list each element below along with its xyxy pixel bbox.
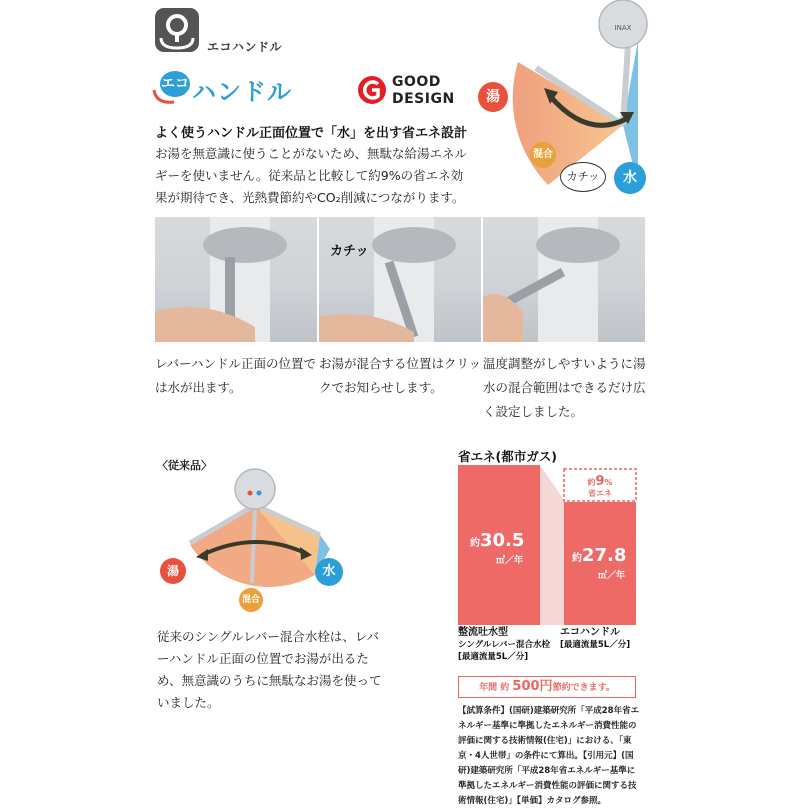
conventional-label: 〈従来品〉 bbox=[157, 459, 212, 472]
eco-logo-word: ハンドル bbox=[192, 78, 292, 106]
section-label: エコハンドル bbox=[207, 40, 283, 54]
saving-label: 省エネ bbox=[588, 489, 612, 498]
conventional-hot-chip: 湯 bbox=[160, 558, 186, 584]
savings-title: 省エネ(都市ガス) bbox=[458, 449, 557, 464]
faucet-lever-icon bbox=[155, 8, 199, 52]
eco-swoosh-icon bbox=[150, 86, 190, 108]
bar-conventional-caption: 整流吐水型 シングルレバー混合水栓 [最適流量5L／分] bbox=[458, 627, 551, 662]
good-design-text: GOOD DESIGN bbox=[392, 74, 455, 107]
lead-title: よく使うハンドル正面位置で「水」を出す省エネ設計 bbox=[155, 126, 468, 141]
mix-chip: 混合 bbox=[530, 142, 556, 168]
eco-handle-logo bbox=[155, 8, 199, 52]
click-sound-label: カチッ bbox=[330, 244, 369, 259]
photo-click-position bbox=[319, 217, 481, 342]
conventional-mix-chip: 混合 bbox=[239, 588, 263, 612]
photo-front-position bbox=[155, 217, 317, 342]
conventional-cold-chip: 水 bbox=[315, 558, 343, 586]
photo-caption-2: お湯が混合する位置はクリックでお知らせします。 bbox=[319, 356, 482, 395]
click-bubble: カチッ bbox=[560, 162, 606, 192]
photo-caption-1: レバーハンドル正面の位置では水が出ます。 bbox=[155, 356, 317, 395]
eco-logo-bubble: エコ bbox=[160, 71, 190, 97]
conventional-body: 従来のシングルレバー混合水栓は、レバーハンドル正面の位置でお湯が出るため、無意識のうちに無駄なお湯を使っていました。 bbox=[157, 629, 382, 710]
bar-eco-unit: ㎥／年 bbox=[598, 571, 626, 581]
bar-eco-caption: エコハンドル [最適流量5L／分] bbox=[560, 627, 631, 650]
photo-caption-3: 温度調整がしやすいように湯水の混合範囲はできるだけ広く設定しました。 bbox=[483, 356, 646, 419]
saving-percent: 約9% bbox=[587, 474, 613, 489]
good-design-mark-icon bbox=[356, 72, 388, 108]
bar-conventional-unit: ㎥／年 bbox=[496, 556, 524, 566]
bar-eco-value: 約27.8 bbox=[572, 545, 627, 566]
lead-body: お湯を無意識に使うことがないため、無駄な給湯エネルギーを使いません。従来品と比較して約9%の省エネ効果が期待でき、光熱費節約やCO₂削減につながります。 bbox=[155, 146, 468, 205]
photo-mix-range bbox=[483, 217, 645, 342]
cold-chip: 水 bbox=[614, 162, 646, 194]
hot-chip: 湯 bbox=[478, 82, 508, 112]
calculation-note: 【試算条件】(国研)建築研究所「平成28年省エネルギー基準に準拠したエネルギー消費性能の評価に関する技術情報(住宅)」における、「東京・4人世帯」の条件にて算出。【引用元】(国研)建築研究所「平成28年省エネルギー基準に準拠したエネルギー消費性能の評価に関する技術情報(住宅)」【単価】カタログ参照。 bbox=[458, 706, 640, 806]
bar-conventional-value: 約30.5 bbox=[470, 530, 525, 551]
annual-savings: 年間 約 500円節約できます。 bbox=[458, 676, 636, 698]
bar-connector bbox=[540, 465, 564, 625]
brand-mark: INAX bbox=[614, 24, 632, 32]
